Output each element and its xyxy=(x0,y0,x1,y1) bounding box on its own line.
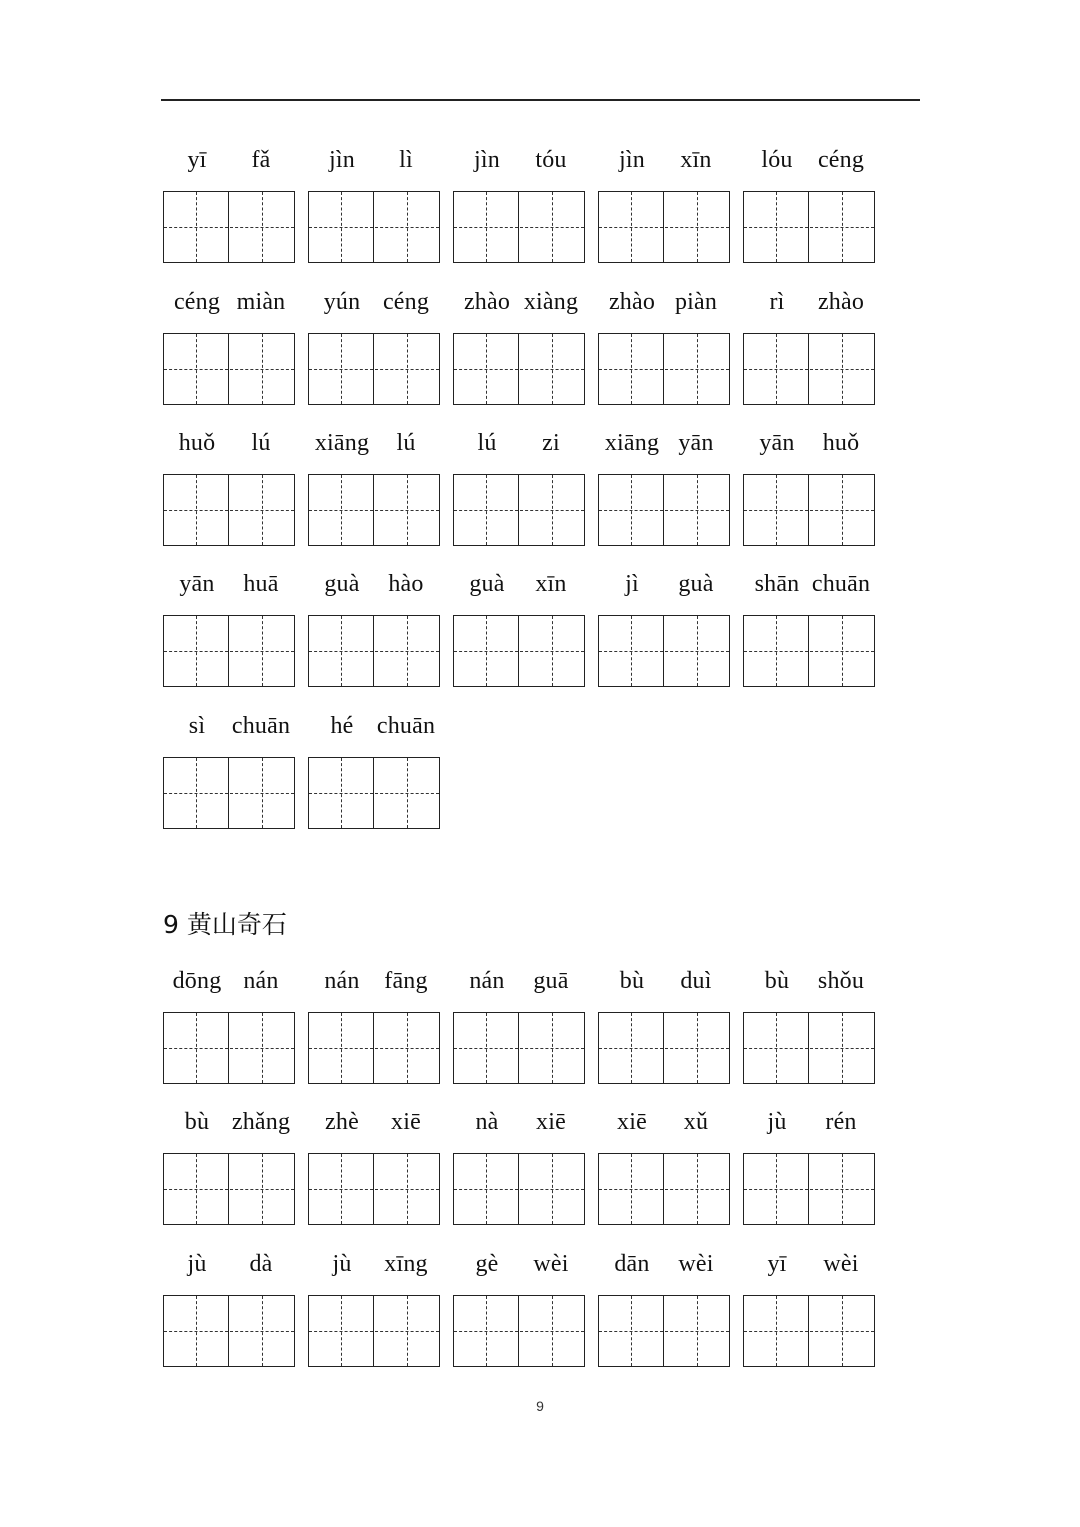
pinyin-syllable: lóu xyxy=(761,146,793,173)
pinyin-syllable: huǒ xyxy=(822,429,860,456)
pinyin-label xyxy=(743,426,875,460)
pinyin-syllable: céng xyxy=(817,146,865,173)
guide-line-horizontal xyxy=(309,369,373,370)
writing-grid[interactable] xyxy=(163,474,295,546)
character-cell[interactable] xyxy=(230,1154,294,1224)
pinyin-syllable: xiāng xyxy=(604,429,660,456)
guide-line-horizontal xyxy=(665,1331,729,1332)
guide-line-horizontal xyxy=(810,369,874,370)
character-cell[interactable] xyxy=(230,1013,294,1083)
character-cell[interactable] xyxy=(309,334,374,404)
guide-line-horizontal xyxy=(520,1331,584,1332)
pinyin-label xyxy=(308,285,440,319)
pinyin-syllable: chuān xyxy=(811,570,871,597)
pinyin-syllable: fāng xyxy=(384,967,428,994)
pinyin-syllable: sì xyxy=(188,712,206,739)
pinyin-syllable: jù xyxy=(187,1250,207,1277)
pinyin-label xyxy=(163,964,295,998)
pinyin-syllable: hé xyxy=(330,712,354,739)
pinyin-syllable: xiàng xyxy=(523,288,579,315)
pinyin-label xyxy=(598,285,730,319)
writing-grid[interactable] xyxy=(163,191,295,263)
guide-line-horizontal xyxy=(164,227,228,228)
writing-grid[interactable] xyxy=(598,615,730,687)
pinyin-syllable: yān xyxy=(179,570,215,597)
guide-line-horizontal xyxy=(665,1048,729,1049)
character-cell[interactable] xyxy=(375,1013,439,1083)
guide-line-horizontal xyxy=(375,1189,439,1190)
pinyin-syllable: bù xyxy=(184,1108,210,1135)
character-cell[interactable] xyxy=(599,475,664,545)
pinyin-label xyxy=(163,567,295,601)
pinyin-syllable: bù xyxy=(764,967,790,994)
pinyin-syllable: nán xyxy=(469,967,505,994)
pinyin-syllable: zhào xyxy=(463,288,511,315)
character-cell[interactable] xyxy=(810,1154,874,1224)
guide-line-horizontal xyxy=(744,227,808,228)
guide-line-horizontal xyxy=(309,1048,373,1049)
character-cell[interactable] xyxy=(375,1154,439,1224)
character-cell[interactable] xyxy=(164,1013,229,1083)
pinyin-syllable: wèi xyxy=(533,1250,569,1277)
pinyin-label xyxy=(743,285,875,319)
guide-line-horizontal xyxy=(665,1189,729,1190)
pinyin-label xyxy=(308,426,440,460)
guide-line-horizontal xyxy=(665,369,729,370)
pinyin-syllable: guà xyxy=(678,570,714,597)
guide-line-horizontal xyxy=(454,1048,518,1049)
guide-line-horizontal xyxy=(230,369,294,370)
writing-grid[interactable] xyxy=(743,474,875,546)
pinyin-syllable: jù xyxy=(332,1250,352,1277)
guide-line-horizontal xyxy=(230,651,294,652)
writing-grid[interactable] xyxy=(308,191,440,263)
guide-line-horizontal xyxy=(230,1189,294,1190)
pinyin-label xyxy=(743,143,875,177)
pinyin-syllable: jìn xyxy=(619,146,645,173)
pinyin-label xyxy=(453,567,585,601)
pinyin-label xyxy=(598,1105,730,1139)
guide-line-horizontal xyxy=(375,793,439,794)
pinyin-syllable: miàn xyxy=(236,288,286,315)
guide-line-horizontal xyxy=(520,1048,584,1049)
writing-grid[interactable] xyxy=(308,1153,440,1225)
writing-grid[interactable] xyxy=(163,615,295,687)
writing-grid[interactable] xyxy=(743,615,875,687)
character-cell[interactable] xyxy=(375,192,439,262)
guide-line-horizontal xyxy=(810,651,874,652)
guide-line-horizontal xyxy=(309,227,373,228)
character-cell[interactable] xyxy=(375,758,439,828)
guide-line-horizontal xyxy=(375,1331,439,1332)
character-cell[interactable] xyxy=(230,475,294,545)
pinyin-syllable: lú xyxy=(251,429,271,456)
writing-grid[interactable] xyxy=(598,1012,730,1084)
character-cell[interactable] xyxy=(375,334,439,404)
pinyin-syllable: yān xyxy=(678,429,714,456)
pinyin-syllable: wèi xyxy=(678,1250,714,1277)
pinyin-syllable: rén xyxy=(825,1108,857,1135)
pinyin-syllable: zhǎng xyxy=(231,1108,291,1135)
pinyin-syllable: bù xyxy=(619,967,645,994)
pinyin-label xyxy=(453,964,585,998)
character-cell[interactable] xyxy=(375,475,439,545)
pinyin-syllable: chuān xyxy=(231,712,291,739)
pinyin-syllable: xǔ xyxy=(683,1108,709,1135)
character-cell[interactable] xyxy=(665,334,729,404)
pinyin-syllable: dōng xyxy=(172,967,222,994)
guide-line-horizontal xyxy=(744,1189,808,1190)
guide-line-horizontal xyxy=(810,227,874,228)
pinyin-syllable: céng xyxy=(382,288,430,315)
guide-line-horizontal xyxy=(520,510,584,511)
character-cell[interactable] xyxy=(164,192,229,262)
pinyin-label xyxy=(453,1105,585,1139)
guide-line-horizontal xyxy=(744,369,808,370)
character-cell[interactable] xyxy=(520,475,584,545)
character-cell[interactable] xyxy=(810,334,874,404)
writing-grid[interactable] xyxy=(163,1295,295,1367)
character-cell[interactable] xyxy=(520,616,584,686)
pinyin-syllable: nán xyxy=(243,967,279,994)
character-cell[interactable] xyxy=(665,1296,729,1366)
character-cell[interactable] xyxy=(230,334,294,404)
pinyin-syllable: dà xyxy=(249,1250,273,1277)
character-cell[interactable] xyxy=(599,1296,664,1366)
guide-line-horizontal xyxy=(520,651,584,652)
pinyin-label xyxy=(598,426,730,460)
character-cell[interactable] xyxy=(520,334,584,404)
pinyin-syllable: lì xyxy=(399,146,413,173)
writing-grid[interactable] xyxy=(163,1012,295,1084)
pinyin-label xyxy=(453,426,585,460)
writing-grid[interactable] xyxy=(598,474,730,546)
character-cell[interactable] xyxy=(164,758,229,828)
guide-line-horizontal xyxy=(520,369,584,370)
character-cell[interactable] xyxy=(744,1154,809,1224)
guide-line-horizontal xyxy=(164,369,228,370)
pinyin-syllable: xiē xyxy=(536,1108,566,1135)
character-cell[interactable] xyxy=(520,1296,584,1366)
guide-line-horizontal xyxy=(599,1331,663,1332)
pinyin-syllable: yī xyxy=(187,146,207,173)
character-cell[interactable] xyxy=(309,1154,374,1224)
writing-grid[interactable] xyxy=(743,1153,875,1225)
character-cell[interactable] xyxy=(599,334,664,404)
pinyin-syllable: nà xyxy=(475,1108,499,1135)
pinyin-syllable: jì xyxy=(625,570,639,597)
pinyin-syllable: piàn xyxy=(674,288,718,315)
writing-grid[interactable] xyxy=(743,1295,875,1367)
guide-line-horizontal xyxy=(164,793,228,794)
writing-grid[interactable] xyxy=(453,333,585,405)
character-cell[interactable] xyxy=(744,1013,809,1083)
writing-grid[interactable] xyxy=(308,1295,440,1367)
character-cell[interactable] xyxy=(810,1296,874,1366)
guide-line-horizontal xyxy=(309,1331,373,1332)
guide-line-horizontal xyxy=(599,227,663,228)
pinyin-syllable: dān xyxy=(614,1250,650,1277)
pinyin-label xyxy=(743,567,875,601)
pinyin-label xyxy=(308,709,440,743)
writing-grid[interactable] xyxy=(598,1153,730,1225)
pinyin-label xyxy=(743,964,875,998)
pinyin-label xyxy=(163,143,295,177)
pinyin-syllable: zhè xyxy=(325,1108,359,1135)
guide-line-horizontal xyxy=(230,793,294,794)
guide-line-horizontal xyxy=(665,510,729,511)
pinyin-label xyxy=(163,1105,295,1139)
pinyin-syllable: rì xyxy=(769,288,785,315)
writing-grid[interactable] xyxy=(453,474,585,546)
character-cell[interactable] xyxy=(164,334,229,404)
pinyin-syllable: jù xyxy=(767,1108,787,1135)
pinyin-syllable: guà xyxy=(324,570,360,597)
pinyin-label xyxy=(308,964,440,998)
character-cell[interactable] xyxy=(454,475,519,545)
pinyin-label xyxy=(598,567,730,601)
character-cell[interactable] xyxy=(454,1154,519,1224)
guide-line-horizontal xyxy=(375,369,439,370)
pinyin-syllable: hào xyxy=(388,570,424,597)
character-cell[interactable] xyxy=(309,616,374,686)
pinyin-syllable: zi xyxy=(542,429,560,456)
pinyin-label xyxy=(743,1247,875,1281)
pinyin-syllable: zhào xyxy=(817,288,865,315)
guide-line-horizontal xyxy=(454,1189,518,1190)
writing-grid[interactable] xyxy=(743,191,875,263)
pinyin-label xyxy=(598,1247,730,1281)
pinyin-label xyxy=(163,1247,295,1281)
page-number: 9 xyxy=(536,1398,544,1414)
pinyin-syllable: tóu xyxy=(535,146,567,173)
guide-line-horizontal xyxy=(744,651,808,652)
character-cell[interactable] xyxy=(810,475,874,545)
character-cell[interactable] xyxy=(665,1154,729,1224)
guide-line-horizontal xyxy=(164,1189,228,1190)
writing-grid[interactable] xyxy=(163,757,295,829)
writing-grid[interactable] xyxy=(163,333,295,405)
writing-grid[interactable] xyxy=(308,615,440,687)
character-cell[interactable] xyxy=(599,1154,664,1224)
pinyin-syllable: huǒ xyxy=(178,429,216,456)
guide-line-horizontal xyxy=(230,1331,294,1332)
character-cell[interactable] xyxy=(309,1296,374,1366)
character-cell[interactable] xyxy=(599,192,664,262)
pinyin-syllable: céng xyxy=(173,288,221,315)
pinyin-label xyxy=(308,567,440,601)
pinyin-syllable: shān xyxy=(754,570,800,597)
guide-line-horizontal xyxy=(454,1331,518,1332)
guide-line-horizontal xyxy=(164,1331,228,1332)
pinyin-label xyxy=(453,285,585,319)
guide-line-horizontal xyxy=(520,1189,584,1190)
character-cell[interactable] xyxy=(744,1296,809,1366)
character-cell[interactable] xyxy=(599,616,664,686)
character-cell[interactable] xyxy=(230,616,294,686)
writing-grid[interactable] xyxy=(163,1153,295,1225)
pinyin-label xyxy=(163,285,295,319)
pinyin-syllable: nán xyxy=(324,967,360,994)
character-cell[interactable] xyxy=(810,192,874,262)
pinyin-label xyxy=(598,964,730,998)
character-cell[interactable] xyxy=(230,1296,294,1366)
writing-grid[interactable] xyxy=(308,757,440,829)
guide-line-horizontal xyxy=(454,510,518,511)
character-cell[interactable] xyxy=(164,1154,229,1224)
pinyin-syllable: zhào xyxy=(608,288,656,315)
pinyin-syllable: jìn xyxy=(329,146,355,173)
writing-grid[interactable] xyxy=(743,333,875,405)
guide-line-horizontal xyxy=(744,1331,808,1332)
character-cell[interactable] xyxy=(665,475,729,545)
pinyin-label xyxy=(308,1105,440,1139)
character-cell[interactable] xyxy=(454,334,519,404)
writing-grid[interactable] xyxy=(308,333,440,405)
guide-line-horizontal xyxy=(375,1048,439,1049)
guide-line-horizontal xyxy=(599,651,663,652)
character-cell[interactable] xyxy=(810,1013,874,1083)
character-cell[interactable] xyxy=(309,758,374,828)
character-cell[interactable] xyxy=(454,1296,519,1366)
writing-grid[interactable] xyxy=(743,1012,875,1084)
character-cell[interactable] xyxy=(309,192,374,262)
character-cell[interactable] xyxy=(744,192,809,262)
guide-line-horizontal xyxy=(230,227,294,228)
guide-line-horizontal xyxy=(309,510,373,511)
pinyin-syllable: guā xyxy=(533,967,569,994)
character-cell[interactable] xyxy=(309,475,374,545)
guide-line-horizontal xyxy=(164,651,228,652)
guide-line-horizontal xyxy=(810,1048,874,1049)
character-cell[interactable] xyxy=(454,1013,519,1083)
pinyin-syllable: xīn xyxy=(680,146,712,173)
writing-grid[interactable] xyxy=(453,191,585,263)
pinyin-label xyxy=(163,709,295,743)
pinyin-syllable: lú xyxy=(396,429,416,456)
guide-line-horizontal xyxy=(744,1048,808,1049)
pinyin-syllable: xiē xyxy=(391,1108,421,1135)
guide-line-horizontal xyxy=(599,510,663,511)
guide-line-horizontal xyxy=(599,369,663,370)
character-cell[interactable] xyxy=(665,616,729,686)
guide-line-horizontal xyxy=(454,369,518,370)
pinyin-label xyxy=(163,426,295,460)
header-rule xyxy=(161,99,920,101)
guide-line-horizontal xyxy=(375,227,439,228)
pinyin-label xyxy=(308,143,440,177)
guide-line-horizontal xyxy=(230,510,294,511)
pinyin-syllable: guà xyxy=(469,570,505,597)
guide-line-horizontal xyxy=(164,510,228,511)
guide-line-horizontal xyxy=(164,1048,228,1049)
pinyin-syllable: jìn xyxy=(474,146,500,173)
guide-line-horizontal xyxy=(454,651,518,652)
character-cell[interactable] xyxy=(164,1296,229,1366)
character-cell[interactable] xyxy=(520,1013,584,1083)
pinyin-syllable: xiāng xyxy=(314,429,370,456)
lesson-title: 9 黄山奇石 xyxy=(163,910,287,939)
guide-line-horizontal xyxy=(665,227,729,228)
writing-grid[interactable] xyxy=(598,191,730,263)
guide-line-horizontal xyxy=(309,793,373,794)
guide-line-horizontal xyxy=(810,1331,874,1332)
writing-grid[interactable] xyxy=(453,615,585,687)
pinyin-label xyxy=(598,143,730,177)
guide-line-horizontal xyxy=(599,1048,663,1049)
writing-grid[interactable] xyxy=(308,474,440,546)
pinyin-syllable: yī xyxy=(767,1250,787,1277)
pinyin-syllable: yān xyxy=(759,429,795,456)
guide-line-horizontal xyxy=(744,510,808,511)
guide-line-horizontal xyxy=(230,1048,294,1049)
pinyin-syllable: chuān xyxy=(376,712,436,739)
character-cell[interactable] xyxy=(375,1296,439,1366)
writing-grid[interactable] xyxy=(598,1295,730,1367)
pinyin-syllable: lú xyxy=(477,429,497,456)
pinyin-syllable: duì xyxy=(680,967,712,994)
character-cell[interactable] xyxy=(375,616,439,686)
pinyin-syllable: huā xyxy=(243,570,279,597)
guide-line-horizontal xyxy=(375,651,439,652)
character-cell[interactable] xyxy=(599,1013,664,1083)
character-cell[interactable] xyxy=(230,192,294,262)
guide-line-horizontal xyxy=(810,1189,874,1190)
pinyin-syllable: wèi xyxy=(823,1250,859,1277)
character-cell[interactable] xyxy=(164,616,229,686)
character-cell[interactable] xyxy=(665,192,729,262)
character-cell[interactable] xyxy=(744,616,809,686)
character-cell[interactable] xyxy=(810,616,874,686)
pinyin-syllable: xīn xyxy=(535,570,567,597)
writing-grid[interactable] xyxy=(453,1153,585,1225)
guide-line-horizontal xyxy=(520,227,584,228)
character-cell[interactable] xyxy=(309,1013,374,1083)
writing-grid[interactable] xyxy=(453,1295,585,1367)
writing-grid[interactable] xyxy=(598,333,730,405)
pinyin-label xyxy=(308,1247,440,1281)
guide-line-horizontal xyxy=(375,510,439,511)
pinyin-syllable: xīng xyxy=(384,1250,428,1277)
pinyin-syllable: shǒu xyxy=(817,967,865,994)
guide-line-horizontal xyxy=(665,651,729,652)
guide-line-horizontal xyxy=(599,1189,663,1190)
guide-line-horizontal xyxy=(309,1189,373,1190)
writing-grid[interactable] xyxy=(308,1012,440,1084)
guide-line-horizontal xyxy=(454,227,518,228)
pinyin-syllable: yún xyxy=(323,288,361,315)
pinyin-syllable: gè xyxy=(475,1250,499,1277)
character-cell[interactable] xyxy=(520,1154,584,1224)
character-cell[interactable] xyxy=(744,475,809,545)
writing-grid[interactable] xyxy=(453,1012,585,1084)
pinyin-label xyxy=(453,143,585,177)
guide-line-horizontal xyxy=(309,651,373,652)
character-cell[interactable] xyxy=(665,1013,729,1083)
character-cell[interactable] xyxy=(520,192,584,262)
character-cell[interactable] xyxy=(164,475,229,545)
pinyin-label xyxy=(743,1105,875,1139)
character-cell[interactable] xyxy=(454,616,519,686)
pinyin-syllable: fǎ xyxy=(251,146,271,173)
pinyin-label xyxy=(453,1247,585,1281)
character-cell[interactable] xyxy=(230,758,294,828)
pinyin-syllable: xiē xyxy=(617,1108,647,1135)
character-cell[interactable] xyxy=(454,192,519,262)
guide-line-horizontal xyxy=(810,510,874,511)
character-cell[interactable] xyxy=(744,334,809,404)
